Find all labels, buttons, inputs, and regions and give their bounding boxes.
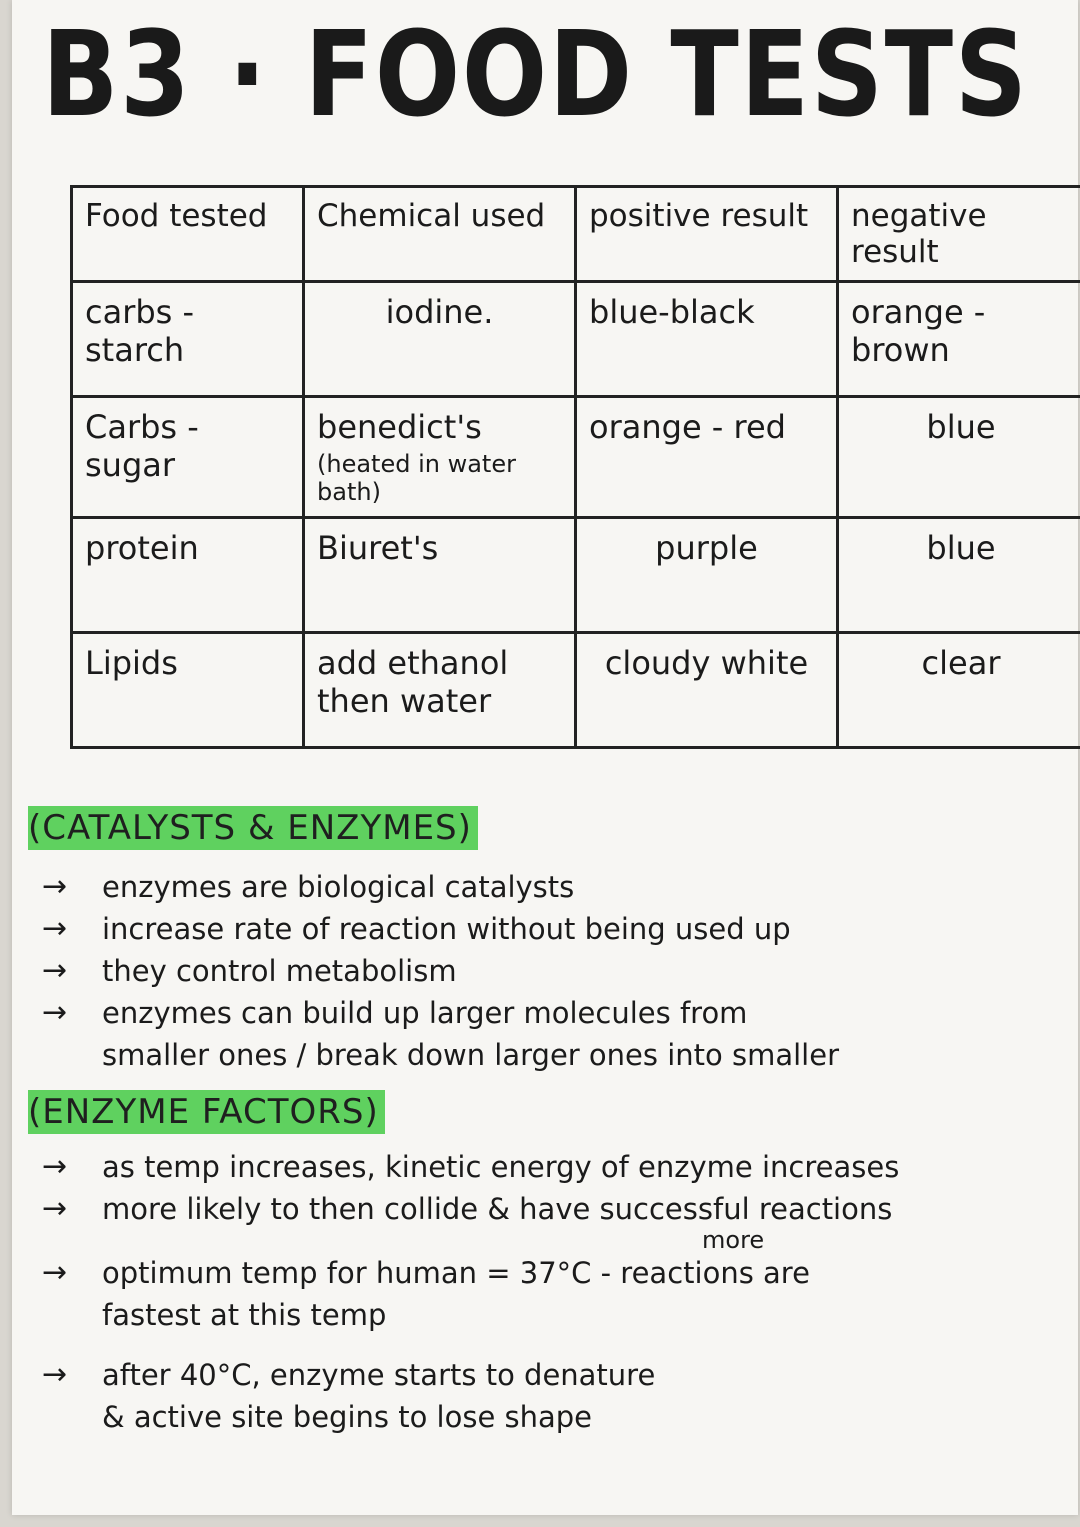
list-item-text: as temp increases, kinetic energy of enzyme increases <box>102 1150 900 1184</box>
arrow-right-icon: → <box>42 1191 68 1226</box>
list-item-text: enzymes are biological catalysts <box>102 870 575 904</box>
insert-word-more: more <box>702 1226 765 1254</box>
header-food-tested: Food tested <box>72 187 304 282</box>
table-header-row <box>72 187 1080 282</box>
list-item <box>42 1252 1058 1294</box>
list-item-text: increase rate of reaction without being used up <box>102 912 791 946</box>
list-item <box>42 950 1058 992</box>
catalysts-heading <box>28 808 478 848</box>
arrow-right-icon: → <box>42 1255 68 1290</box>
notebook-page <box>12 0 1078 1515</box>
cell-food: carbs - starch <box>72 282 304 397</box>
arrow-right-icon: → <box>42 953 68 988</box>
table-row <box>72 518 1080 633</box>
list-item <box>42 1146 1058 1188</box>
cell-positive: orange - red <box>576 397 838 518</box>
chemical-name: benedict's <box>317 408 482 446</box>
cell-chemical: add ethanol then water <box>304 633 576 748</box>
list-item <box>42 1354 1058 1396</box>
cell-chemical: Biuret's <box>304 518 576 633</box>
cell-chemical <box>304 397 576 518</box>
cell-food: Carbs - sugar <box>72 397 304 518</box>
arrow-right-icon: → <box>42 1357 68 1392</box>
list-item-text: fastest at this temp <box>102 1298 387 1332</box>
page-title: B3 · FOOD TESTS <box>42 5 1029 143</box>
cell-negative: blue <box>838 518 1080 633</box>
header-negative-result: negative result <box>838 187 1080 282</box>
list-item-continuation <box>42 1396 1058 1438</box>
list-item-text: after 40°C, enzyme starts to denature <box>102 1358 656 1392</box>
list-item-continuation <box>42 1034 1058 1076</box>
factors-heading-text: (ENZYME FACTORS) <box>28 1090 385 1134</box>
food-tests-table <box>70 185 1080 749</box>
cell-food: Lipids <box>72 633 304 748</box>
list-item <box>42 866 1058 908</box>
cell-positive: cloudy white <box>576 633 838 748</box>
chemical-note: (heated in water bath) <box>317 450 516 506</box>
list-item <box>42 908 1058 950</box>
list-item-text: optimum temp for human = 37°C - reactions are <box>102 1256 810 1290</box>
list-item-text: enzymes can build up larger molecules from <box>102 996 748 1030</box>
cell-negative: orange - brown <box>838 282 1080 397</box>
cell-chemical <box>304 282 576 397</box>
chemical-name: iodine. <box>385 293 494 331</box>
list-item <box>42 992 1058 1034</box>
arrow-right-icon: → <box>42 869 68 904</box>
header-chemical-used: Chemical used <box>304 187 576 282</box>
table-row <box>72 282 1080 397</box>
arrow-right-icon: → <box>42 995 68 1030</box>
list-item-continuation <box>42 1294 1058 1336</box>
factors-list <box>42 1146 1058 1438</box>
arrow-right-icon: → <box>42 911 68 946</box>
cell-positive: blue-black <box>576 282 838 397</box>
cell-negative: clear <box>838 633 1080 748</box>
catalysts-list <box>42 866 1058 1076</box>
arrow-right-icon: → <box>42 1149 68 1184</box>
list-item-text: smaller ones / break down larger ones into smaller <box>102 1038 839 1072</box>
catalysts-heading-text: (CATALYSTS & ENZYMES) <box>28 806 478 850</box>
cell-positive: purple <box>576 518 838 633</box>
cell-negative: blue <box>838 397 1080 518</box>
list-item-text: & active site begins to lose shape <box>102 1400 593 1434</box>
table-row <box>72 633 1080 748</box>
list-item <box>42 1188 1058 1230</box>
factors-heading <box>28 1092 385 1132</box>
header-positive-result: positive result <box>576 187 838 282</box>
list-item-text: they control metabolism <box>102 954 457 988</box>
cell-food: protein <box>72 518 304 633</box>
table-row <box>72 397 1080 518</box>
list-item-text: more likely to then collide & have successful reactions <box>102 1192 893 1226</box>
